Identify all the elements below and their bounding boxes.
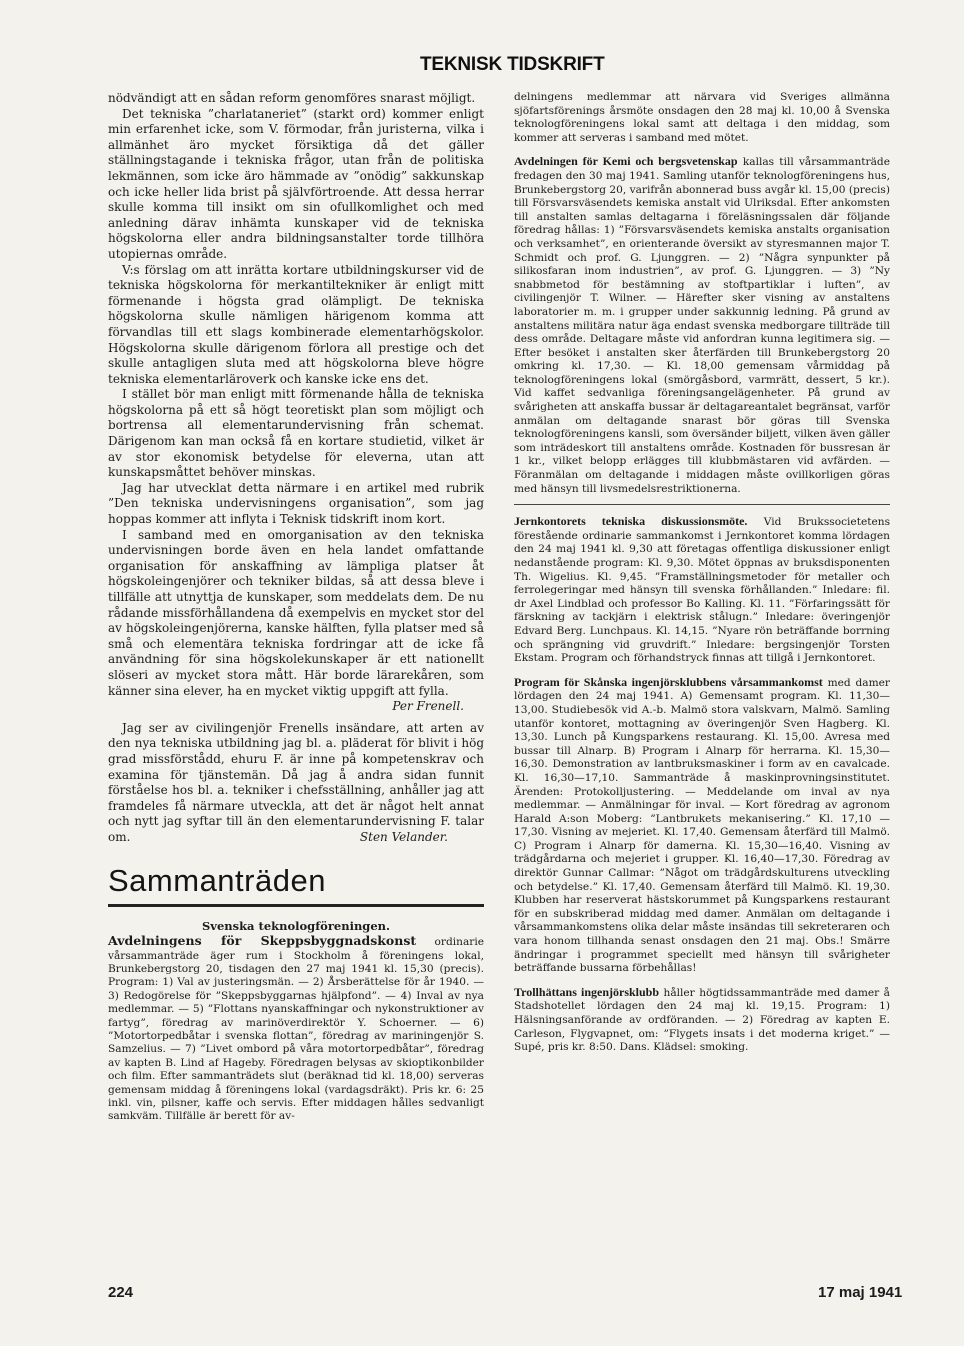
- paragraph: Jag har utvecklat detta närmare i en artikel med rubrik ”Den tekniska undervisningens organisation”, som jag hoppas kommer att inflyta i Teknisk tidskrift inom kort.: [108, 480, 484, 527]
- divider: [514, 504, 890, 505]
- notice-heading: Trollhättans ingenjörsklubb: [514, 984, 660, 999]
- notice-body: Vid Brukssocietetens förestående ordinarie sammankomst i Jernkontoret komma lördagen den 24 maj 1941 kl. 9,30 att företagas offentliga diskussioner enligt nedanstående program: Kl. 9,30. Mötet öppnas av bruksdisponenten Th. Wigelius. Kl. 9,45. ”Framställningsmetoder för metaller och ferrolegeringar med hänsyn till svenska förhållanden.” Inledare: fil. dr Axel Lindblad och professor Bo Kalling. Kl. 11. ”Förfaringssätt för färskning av tackjärn i elektrisk stålugn.” Inledare: överingenjör Edvard Berg. Lunchpaus. Kl. 14,15. ”Nyare rön beträffande borrning och sprängning vid gruvdrift.” Inledare: bergsingenjör Torsten Ekstam. Program och förhandstryck finnas att tillgå i Jernkontoret.: [514, 516, 891, 665]
- right-column: [514, 91, 890, 1055]
- notice-body: håller högtidssammanträde med damer å Stadshotellet lördagen den 24 maj kl. 19,15. Program: 1) Hälsningsanförande av ordföranden. — 2) Föredrag av kapten E. Carleson, Flygvapnet, om: ”Flygets insats i det moderna kriget.” — Supé, pris kr. 8:50. Dans. Klädsel: smoking.: [514, 986, 890, 1054]
- section-title: Sammanträden: [108, 862, 484, 907]
- signature: Per Frenell.: [392, 699, 464, 714]
- masthead: TEKNISK TIDSKRIFT: [420, 54, 605, 75]
- notice-continuation: delningens medlemmar att närvara vid Sveriges allmänna sjöfartsförenings årsmöte onsdagen den 28 maj kl. 10,00 å Svenska teknologföreningens lokal samt att deltaga i den middag, som kommer att serveras i samband med mötet.: [514, 91, 890, 144]
- signature: Sten Velander.: [359, 829, 448, 844]
- notice-heading: Avdelningen för Kemi och bergsvetenskap: [514, 154, 738, 169]
- notice-body: kallas till vårsammanträde fredagen den 30 maj 1941. Samling utanför teknologföreningens hus, Brunkebergstorg 20, varifrån abonnerad buss avgår kl. 15,00 (precis) till Försvarsväsendets kemiska anstalt vid Ulriksdal. Efter ankomsten till anstalten samlas deltagarna i föreläsningssalen där följande föredrag hållas: 1) ”Försvarsväsendets kemiska anstalts organisation och verksamhet”, en orienterande översikt av styresmannen major T. Schmidt och prof. G. Ljunggren. — 2) ”Några synpunkter på silikosfaran inom industrien”, av prof. G. Ljunggren. — 3) ”Ny snabbmetod för bestämning av stoftpartiklar i luften”, av civilingenjör T. Wilner. — Härefter sker visning av anstaltens laboratorier m. m. i grupper under sakkunnig ledning. På grund av anstaltens militära natur äga endast svenska medborgare tillträde till dess område. Deltagare måste vid anfordran kunna legitimera sig. — Efter besöket i anstalten sker återfärden till Brunkebergstorg 20 omkring kl. 17,30. — Kl. 18,00 gemensam vårmiddag på teknologföreningens lokal (smörgåsbord, varmrätt, dessert, 5 kr.). Vid kaffet sedvanliga föreningsangelägenheter. På grund av svårigheten att anskaffa bussar är deltagareantalet begränsat, varför anmälan om deltagande snarast bör göras till Svenska teknologföreningens kansli, som översänder biljett, vilken även gäller som inträdeskort till anstaltens område. Kostnaden för bussresan är 1 kr., vilket belopp erlägges till klubbmästaren vid avfärden. — Föranmälan om deltagande i middagen måste ovillkorligen göras med hänsyn till livsmedelsrestriktionerna.: [514, 156, 890, 495]
- paragraph: V:s förslag om att inrätta kortare utbildningskurser vid de tekniska högskolorna för merkantiltekniker är enligt mitt förmenande i högsta grad olämpligt. De tekniska högskolorna skulle nämligen härigenom komma att förvandlas till ett slags kombinerade elementarhögskolor. Högskolorna skulle därigenom förlora all prestige och det skulle antagligen sluta med att högskolorna bleve högre tekniska elementarläroverk och kanske icke ens det.: [108, 262, 484, 386]
- notice-heading: Program för Skånska ingenjörsklubbens vårsammankomst: [514, 674, 823, 689]
- notice: [514, 155, 890, 496]
- notice: [514, 986, 890, 1055]
- issue-date: 17 maj 1941: [818, 1284, 903, 1301]
- page-number: 224: [108, 1284, 134, 1301]
- notice: [514, 515, 890, 666]
- notice-heading: Jernkontorets tekniska diskussionsmöte.: [514, 514, 748, 529]
- organization-heading: Svenska teknologföreningen.: [201, 918, 391, 933]
- notice: [108, 934, 484, 1124]
- notice-heading: Avdelningens för Skeppsbyggnadskonst: [108, 933, 417, 949]
- paragraph-text: Jag ser av civilingenjör Frenells insändare, att arten av den nya tekniska utbildning jag bl. a. pläderat för blivit i hög grad missförstådd, ehuru F. är inne på kompetenskrav och examina för tjänstemän. Då jag å andra sidan funnit förståelse hos bl. a. tekniker i chefsställning, anhåller jag att framdeles få närmare utveckla, att det är något helt annat och nytt jag syftar till än den elementarundervisning F. talar om.: [108, 720, 484, 844]
- paragraph: Det tekniska ”charlataneriet” (starkt ord) kommer enligt min erfarenhet icke, som V. förmodar, från juristerna, vilka i allmänhet äro mycket försiktiga då det gäller ställningstagande i tekniska frågor, utan från de politiska lekmännen, som icke äro hämmade av ”onödig” sakkunskap och icke heller lida brist på självförtroende. Att dessa herrar skulle komma till insikt om sin ofullkomlighet och med anledning därav inhämta kunskaper vid de tekniska högskolorna eller andra bildningsanstalter torde tillhöra utopiernas område.: [108, 106, 484, 261]
- paragraph: I stället bör man enligt mitt förmenande hålla de tekniska högskolorna på ett så högt teoretiskt plan som möjligt och bortrensa all elementarundervisning från schemat. Därigenom kan man också få en kortare studietid, vilket är av stor ekonomisk betydelse för eleverna, utan att kunskapsmåttet behöver minskas.: [108, 387, 484, 480]
- paragraph: [108, 721, 484, 846]
- notice: [514, 676, 890, 976]
- paragraph: nödvändigt att en sådan reform genomföres snarast möjligt.: [108, 91, 476, 105]
- paragraph: I samband med en omorganisation av den tekniska undervisningen borde även en hela landet omfattande organisation för anskaffning av lämpliga platser åt högskoleingenjörer och tekniker bildas, så att dessa bleve i tillfälle att utnyttja de kunskaper, som meddelats dem. De nu rådande missförhållandena då exempelvis en mycket stor del av högskoleingenjörerna, kanske hälften, fylla platser med så små och elementära tekniska fordringar att de icke få användning för sina högskolekunskaper är ett nationellt slöseri av mycket stora mått. Här borde lärarekåren, som känner sina elever, ha en mycket viktig uppgift att fylla.: [108, 527, 484, 698]
- notice-body: med damer lördagen den 24 maj 1941. A) Gemensamt program. Kl. 11,30—13,00. Studiebesök vid A.-b. Malmö stora valskvarn, Malmö. Samling utanför kontoret, mottagning av överingenjör Sven Hagberg. Kl. 13,30. Lunch på Kungsparkens restaurang. Kl. 15,00. Avresa med bussar till Alnarp. B) Program i Alnarp för herrarna. Kl. 15,30—16,30. Demonstration av lantbruksmaskiner i form av en cavalcade. Kl. 16,30—17,10. Sammanträde å maskinprovningsinstitutet. Ärenden: Protokolljustering. — Meddelande om inval av nya medlemmar. — Anmälningar för inval. — Kort föredrag av agronom Harald A:son Moberg: ”Lantbrukets mekanisering.” Kl. 17,10 —17,30. Visning av mejeriet. Kl. 17,40. Gemensam återfärd till Malmö. C) Program i Alnarp för damerna. Kl. 15,30—16,40. Visning av trädgårdarna och mejeriet i grupper. Kl. 16,40—17,30. Föredrag av direktör Gunnar Callmar: ”Något om trädgårdskulturens utveckling och betydelse.” Kl. 17,40. Gemensam återfärd till Malmö. Kl. 19,30. Klubben har reserverat hästskorummet på Kungsparkens restaurant för en subskriberad middag med damer. Anmälan om deltagande i vårsammankomstens olika delar måste insändas till sekreteraren och vara honom tillhanda senast onsdagen den 21 maj. Obs.! Smärre ändringar i programmet speciellt med hänsyn till svårigheter beträffande bussarna förbehållas!: [514, 676, 890, 975]
- notice-body: ordinarie vårsammanträde äger rum i Stockholm å föreningens lokal, Brunkebergstorg 20, tisdagen den 27 maj 1941 kl. 15,30 (precis). Program: 1) Val av justeringsmän. — 2) Årsberättelse för år 1940. — 3) Redogörelse för ”Skeppsbyggarnas hjälpfond”. — 4) Inval av nya medlemmar. — 5) ”Flottans nyanskaffningar och nykonstruktioner av fartyg”, föredrag av marinöverdirektör Y. Schoerner. — 6) ”Motortorpedbåtar i svenska flottan”, föredrag av mariningenjör S. Samzelius. — 7) ”Livet ombord på våra motortorpedbåtar”, föredrag av kapten B. Lind af Hageby. Föredragen belysas av skioptikonbilder och film. Efter sammanträdets slut (beräknad tid kl. 18,00) serveras gemensam middag å föreningens lokal (vardagsdräkt). Pris kr. 6: 25 inkl. vin, pilsner, kaffe och servis. Efter middagen hålles sedvanligt samkväm. Tillfälle är berett för av-: [108, 936, 484, 1123]
- left-column: [108, 91, 484, 1124]
